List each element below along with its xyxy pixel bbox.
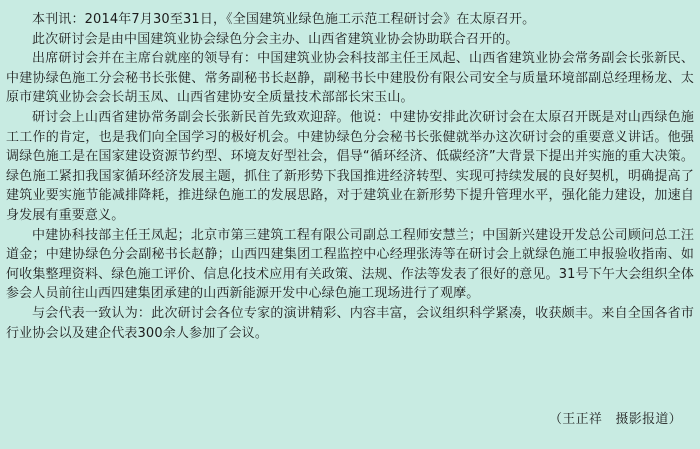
photo-report-credit: （王正祥 摄影报道） <box>548 412 682 427</box>
article-paragraph-lead: 本刊讯：2014年7月30至31日，《全国建筑业绿色施工示范工程研讨会》在太原召开。 <box>32 12 536 27</box>
article-paragraph-experts: 中建协科技部主任王凤起；北京市第三建筑工程有限公司副总工程师安慧兰；中国新兴建设开发总公司顾问总工汪道金；中建协绿色分会副秘书长赵静；山西四建集团工程监控中心经理张涛等在研讨会上就绿色施工申报验收指南、如何收集整理资料、绿色施工评价、信息化技术应用有关政策、法规、作法等发表了很好的意见。31号下午大会组织全体参会人员前往山西四建集团承建的山西新能源开发中心绿色施工现场进行了观摩。 <box>6 227 694 302</box>
article-paragraph-speeches: 研讨会上山西省建协常务副会长张新民首先致欢迎辞。他说：中建协安排此次研讨会在太原召开既是对山西绿色施工工作的肯定，也是我们向全国学习的极好机会。中建协绿色分会秘书长张健就举办这次研讨会的重要意义讲话。他强调绿色施工是在国家建设资源节约型、环境友好型社会，倡导“循环经济、低碳经济”大背景下提出并实施的重大决策。绿色施工紧扣我国家循环经济发展主题，抓住了新形势下我国推进经济转型、实现可持续发展的良好契机，明确提高了建筑业要实施节能减排降耗，推进绿色施工的发展思路，对于建筑业在新形势下提升管理水平，强化能力建设，加速自身发展有重要意义。 <box>6 109 694 223</box>
article-paragraph-conclusion: 与会代表一致认为：此次研讨会各位专家的演讲精彩、内容丰富，会议组织科学紧凑，收获颇丰。来自全国各省市行业协会以及建企代表300余人参加了会议。 <box>6 305 694 341</box>
article-paragraph-attendees: 出席研讨会并在主席台就座的领导有：中国建筑业协会科技部主任王凤起、山西省建筑业协会常务副会长张新民、中建协绿色施工分会秘书长张健、常务副秘书长赵静，副秘书长中建股份有限公司安全与质量环境部副总经理杨龙、太原市建筑业协会会长胡玉凤、山西省建协安全质量技术部部长宋玉山。 <box>6 51 694 106</box>
article-paragraph-organizers: 此次研讨会是由中国建筑业协会绿色分会主办、山西省建筑业协会协助联合召开的。 <box>32 31 519 47</box>
